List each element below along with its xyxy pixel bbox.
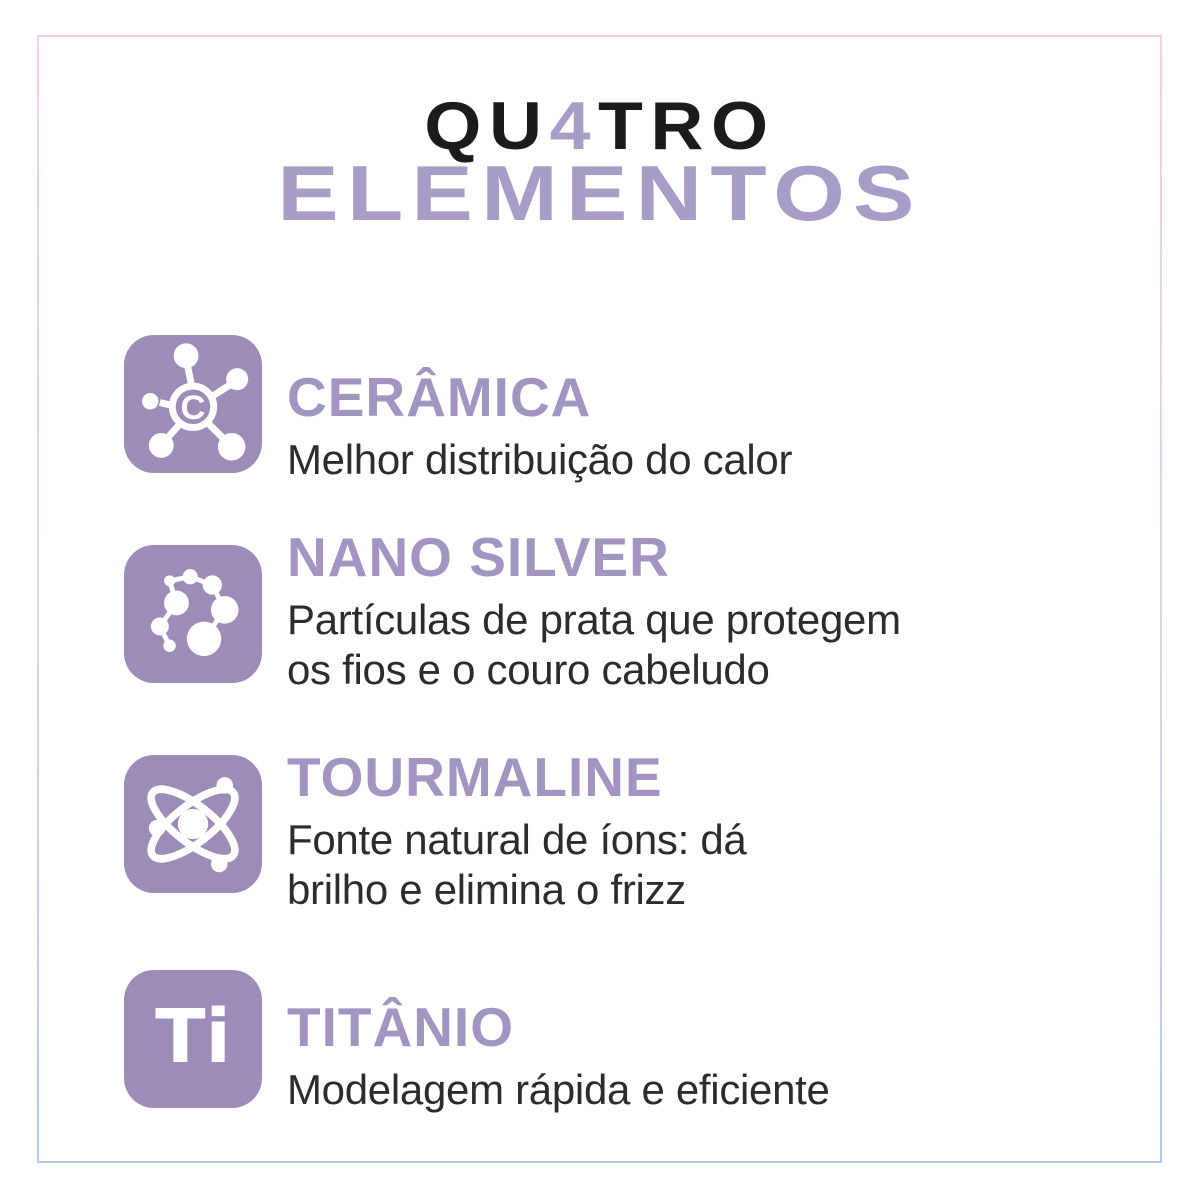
feature-description-line: Partículas de prata que protegem [287, 596, 901, 643]
feature-description-line: Modelagem rápida e eficiente [287, 1066, 830, 1113]
particles-graphic [124, 545, 262, 683]
feature-description-line: Melhor distribuição do calor [287, 436, 793, 483]
feature-text-nano-silver [287, 526, 901, 695]
nano-silver-particles-icon [124, 545, 262, 683]
molecule-graphic [124, 335, 262, 473]
title-number-4: 4 [549, 88, 598, 164]
feature-heading: NANO SILVER [287, 526, 670, 588]
ti-element-symbol: Ti [155, 994, 231, 1080]
ceramic-molecule-icon [124, 335, 262, 473]
feature-text-tourmaline [287, 746, 747, 915]
feature-heading: TITÂNIO [287, 996, 514, 1058]
title-block [0, 88, 1200, 237]
feature-heading: CERÂMICA [287, 366, 592, 428]
atom-orbits-icon [124, 755, 262, 893]
feature-heading: TOURMALINE [287, 746, 663, 808]
feature-description-line: Fonte natural de íons: dá [287, 816, 747, 863]
feature-text-ceramica [287, 366, 793, 485]
feature-text-titanio [287, 996, 830, 1115]
title-part2: TRO [597, 88, 776, 164]
titanium-symbol-icon [124, 970, 262, 1108]
feature-description-line: os fios e o couro cabeludo [287, 646, 770, 693]
carbon-letter: C [180, 389, 206, 428]
title-subtitle-elementos: ELEMENTOS [277, 149, 923, 237]
feature-description-line: brilho e elimina o frizz [287, 866, 686, 913]
title-part1: QU [424, 88, 550, 164]
atom-graphic [124, 755, 262, 893]
